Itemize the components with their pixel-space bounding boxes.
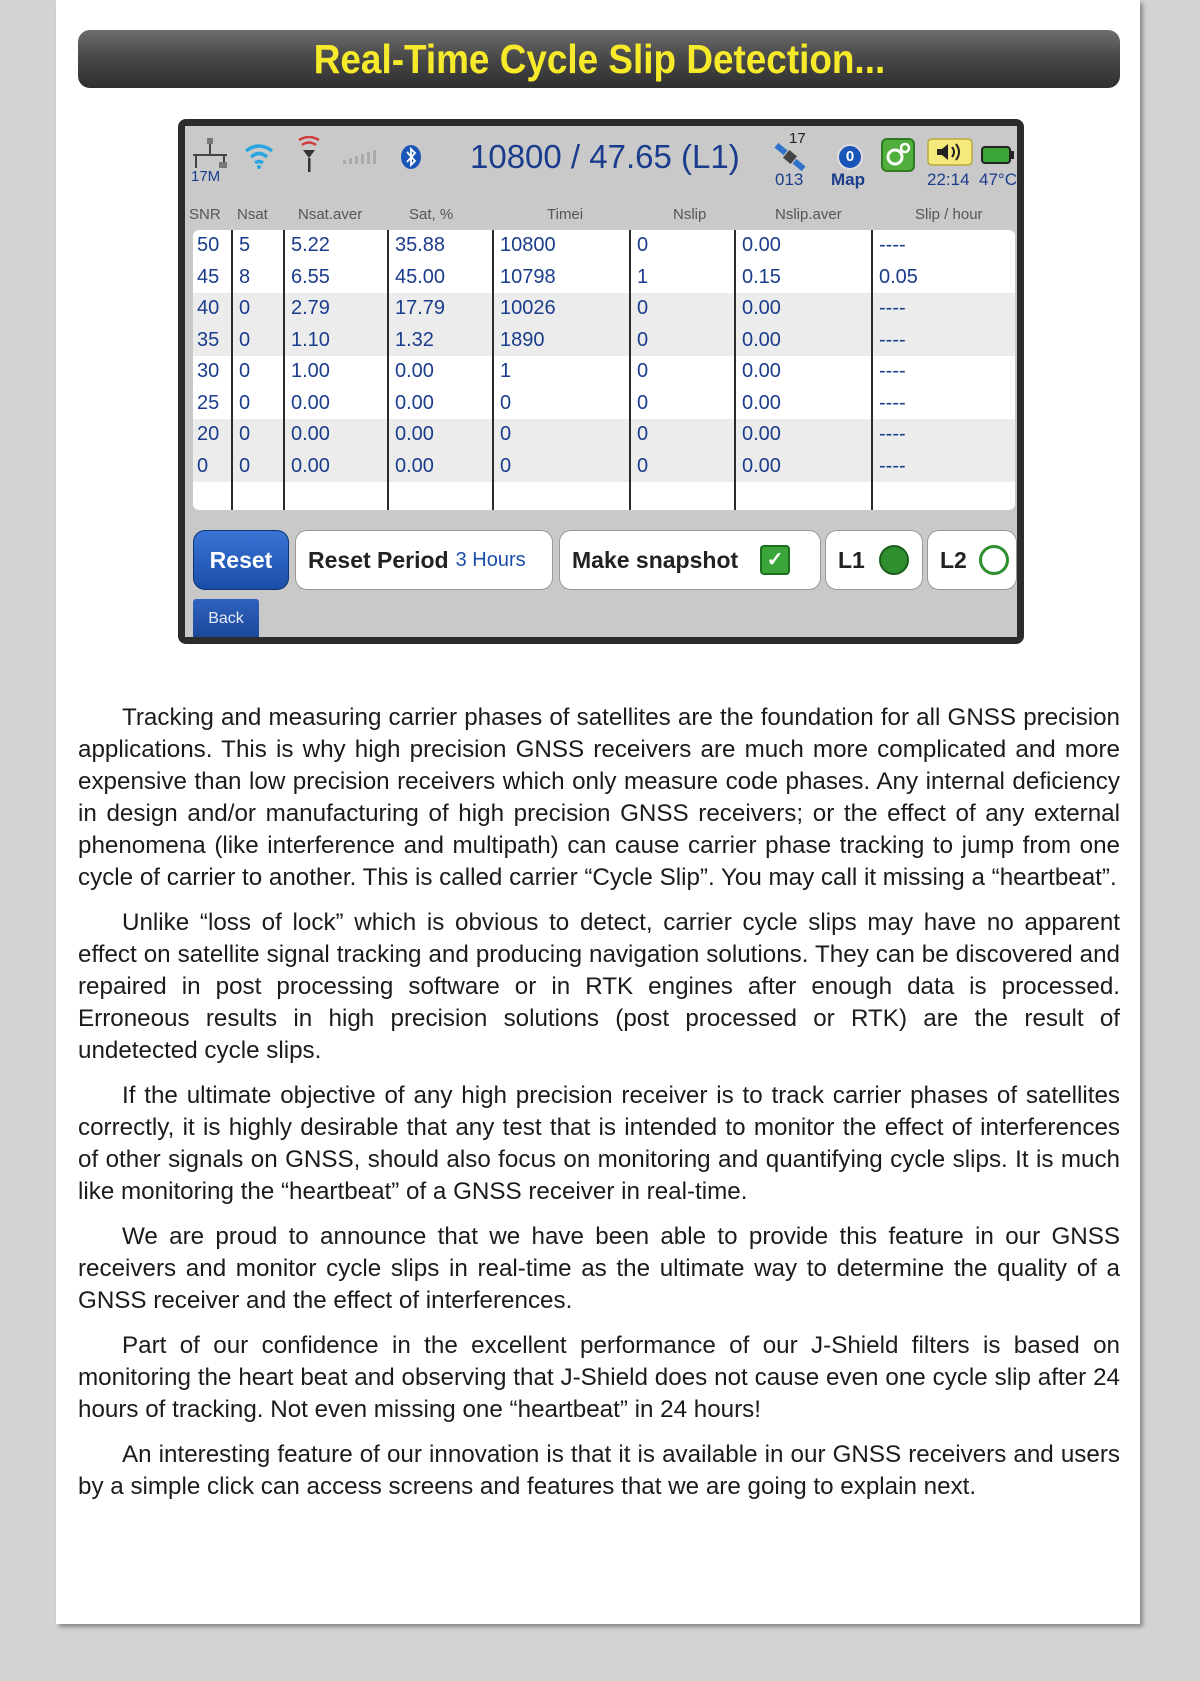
cell-nslip: 0 — [637, 360, 649, 382]
cell-nslip-aver: 0.00 — [742, 297, 781, 319]
cell-snr: 20 — [197, 423, 220, 445]
satellite-count-bottom: 013 — [775, 170, 804, 189]
cell-slip-hour: 0.05 — [879, 265, 918, 288]
cell-nslip-aver: 0.00 — [742, 391, 781, 414]
make-snapshot-label: Make snapshot — [572, 546, 739, 573]
speaker-icon[interactable] — [927, 138, 973, 166]
temperature: 47°C — [979, 170, 1017, 189]
title-banner — [78, 30, 1120, 88]
cell-snr: 35 — [197, 328, 220, 351]
cell-nslip-aver: 0.00 — [742, 423, 781, 445]
headline-readout: 10800 / 47.65 (L1) — [470, 138, 740, 175]
cell-nsat: 0 — [239, 297, 251, 319]
article-paragraph: An interesting feature of our innovation is that it is available in our GNSS receivers and users by a simple click can access screens and features that we are going to explain next. — [78, 1441, 1120, 1500]
l2-label: L2 — [940, 546, 967, 573]
cellular-signal-icon — [343, 150, 377, 164]
l2-radio-off-icon[interactable] — [979, 545, 1009, 575]
cell-nsat-aver: 2.79 — [291, 297, 330, 319]
cell-slip-hour: ---- — [879, 328, 906, 351]
l1-radio-on-icon[interactable] — [879, 545, 909, 575]
cell-sat-percent: 45.00 — [395, 265, 446, 288]
cell-nsat: 0 — [239, 454, 251, 477]
cell-nsat: 0 — [239, 328, 251, 351]
cell-slip-hour: ---- — [879, 423, 906, 445]
cell-snr: 25 — [197, 391, 220, 414]
cycle-slip-table[interactable] — [193, 230, 1015, 510]
cell-timei: 10026 — [500, 297, 556, 319]
cell-snr: 40 — [197, 297, 220, 319]
cell-nslip-aver: 0.00 — [742, 234, 781, 256]
cell-nsat: 0 — [239, 360, 251, 382]
cell-timei: 1890 — [500, 328, 545, 351]
cell-nsat: 8 — [239, 265, 251, 288]
cell-snr: 50 — [197, 234, 220, 256]
radio-antenna-icon[interactable] — [295, 136, 323, 176]
table-row[interactable] — [193, 356, 1015, 388]
cell-nslip: 0 — [637, 454, 649, 477]
cell-sat-percent: 0.00 — [395, 423, 434, 445]
map-badge[interactable]: 0 — [837, 144, 863, 170]
cell-sat-percent: 0.00 — [395, 391, 434, 414]
cell-slip-hour: ---- — [879, 360, 906, 382]
cell-sat-percent: 0.00 — [395, 454, 434, 477]
cell-nslip: 0 — [637, 423, 649, 445]
battery-icon — [981, 146, 1015, 164]
cell-snr: 45 — [197, 265, 220, 288]
cell-sat-percent: 1.32 — [395, 328, 434, 351]
cell-nsat-aver: 5.22 — [291, 234, 330, 256]
article-body — [78, 702, 1120, 1516]
l1-label: L1 — [838, 546, 865, 573]
col-head-nslip-aver: Nslip.aver — [775, 206, 842, 223]
cell-nsat: 0 — [239, 391, 251, 414]
device-screen — [185, 126, 1017, 637]
map-label[interactable]: Map — [831, 170, 865, 189]
satellite-count-top: 17 — [789, 130, 806, 147]
table-row[interactable] — [193, 419, 1015, 451]
col-head-snr: SNR — [189, 206, 221, 223]
cell-timei: 10798 — [500, 265, 556, 288]
cell-nslip-aver: 0.00 — [742, 454, 781, 477]
back-button[interactable]: Back — [193, 599, 259, 637]
cell-nslip: 0 — [637, 328, 649, 351]
cell-nsat-aver: 1.10 — [291, 328, 330, 351]
page-title: Real-Time Cycle Slip Detection... — [313, 35, 885, 82]
cell-nslip-aver: 0.15 — [742, 265, 781, 288]
table-row[interactable] — [193, 325, 1015, 357]
cell-nsat: 5 — [239, 234, 251, 256]
cell-nslip-aver: 0.00 — [742, 328, 781, 351]
cell-nsat-aver: 0.00 — [291, 423, 330, 445]
cell-slip-hour: ---- — [879, 391, 906, 414]
col-head-sat-percent: Sat, % — [409, 206, 454, 223]
column-divider — [492, 230, 494, 510]
cell-sat-percent: 35.88 — [395, 234, 446, 256]
reset-period-label: Reset Period — [308, 546, 449, 573]
document-page — [56, 0, 1140, 1624]
cell-snr: 0 — [197, 454, 209, 477]
cell-timei: 0 — [500, 454, 512, 477]
status-bar — [185, 126, 1017, 196]
col-head-nsat: Nsat — [237, 206, 268, 223]
cell-nsat-aver: 0.00 — [291, 391, 330, 414]
col-head-nslip: Nslip — [673, 206, 707, 223]
cell-slip-hour: ---- — [879, 454, 906, 477]
article-paragraph: We are proud to announce that we have been able to provide this feature in our GNSS receivers and monitor cycle slips in real-time as the ultimate way to determine the quality of a GNSS receiver and the effect of interferences. — [78, 1223, 1120, 1314]
article-paragraph: Tracking and measuring carrier phases of satellites are the foundation for all GNSS precision applications. This is why high precision GNSS receivers are much more complicated and more expensive than low precision receivers which only measure code phases. Any internal deficiency in design and/or manufacturing of high precision GNSS receivers; or the effect of any external phenomena (like interference and multipath) can cause carrier phase tracking to jump from one cycle of carrier to another. This is called carrier “Cycle Slip”. You may call it missing a “heartbeat”. — [78, 704, 1120, 891]
clock-time: 22:14 — [927, 170, 970, 189]
column-divider — [231, 230, 233, 510]
cell-nslip: 0 — [637, 234, 649, 256]
col-head-nsat-aver: Nsat.aver — [298, 206, 363, 223]
checkmark-icon[interactable]: ✓ — [760, 545, 790, 575]
col-head-timei: Timei — [547, 206, 584, 223]
cell-timei: 10800 — [500, 234, 556, 256]
cell-timei: 0 — [500, 391, 512, 414]
cell-nsat-aver: 6.55 — [291, 265, 330, 288]
cell-nsat-aver: 0.00 — [291, 454, 330, 477]
cell-nsat: 0 — [239, 423, 251, 445]
reset-period-button[interactable] — [295, 530, 553, 590]
cell-nslip: 0 — [637, 391, 649, 414]
article-paragraph: Unlike “loss of lock” which is obvious to detect, carrier cycle slips may have no apparent effect on satellite signal tracking and producing navigation solutions. They can be discovered and repaired in post processing software or in RTK engines after enough data is processed. Erroneous results in high precision solutions (post processed or RTK) are the result of undetected cycle slips. — [78, 909, 1120, 1064]
cell-nsat-aver: 1.00 — [291, 360, 330, 382]
antenna-label: 17M — [191, 168, 221, 185]
cell-nslip-aver: 0.00 — [742, 360, 781, 382]
bluetooth-icon[interactable] — [399, 144, 423, 170]
cell-slip-hour: ---- — [879, 297, 906, 319]
cell-slip-hour: ---- — [879, 234, 906, 256]
l2-toggle[interactable] — [927, 530, 1017, 590]
reset-button[interactable]: Reset — [193, 530, 289, 590]
device-screenshot — [178, 119, 1024, 644]
column-divider — [387, 230, 389, 510]
table-row[interactable] — [193, 293, 1015, 325]
cell-sat-percent: 17.79 — [395, 297, 446, 319]
cell-sat-percent: 0.00 — [395, 360, 434, 382]
cell-nslip: 0 — [637, 297, 649, 319]
settings-gear-icon[interactable] — [881, 138, 915, 172]
make-snapshot-button[interactable] — [559, 530, 821, 590]
col-head-slip-hour: Slip / hour — [915, 206, 983, 223]
cell-timei: 1 — [500, 360, 512, 382]
wifi-icon[interactable] — [243, 140, 275, 170]
table-column-headers — [185, 206, 1017, 228]
article-paragraph: Part of our confidence in the excellent performance of our J-Shield filters is based on monitoring the heart beat and observing that J-Shield does not cause even one cycle slip after 24 hours of tracking. Not even missing one “heartbeat” in 24 hours! — [78, 1332, 1120, 1423]
cell-snr: 30 — [197, 360, 220, 382]
cell-nslip: 1 — [637, 265, 649, 288]
cell-timei: 0 — [500, 423, 512, 445]
network-antenna-icon[interactable] — [191, 136, 231, 170]
column-divider — [629, 230, 631, 510]
l1-toggle[interactable] — [825, 530, 923, 590]
column-divider — [734, 230, 736, 510]
table-row[interactable] — [193, 388, 1015, 420]
table-row[interactable] — [193, 451, 1015, 483]
table-row[interactable] — [193, 262, 1015, 294]
table-row[interactable] — [193, 230, 1015, 262]
column-divider — [871, 230, 873, 510]
column-divider — [283, 230, 285, 510]
article-paragraph: If the ultimate objective of any high precision receiver is to track carrier phases of satellites correctly, it is highly desirable that any test that is intended to monitor the effect of interferences of other signals on GNSS, should also focus on monitoring and quantifying cycle slips. It is much like monitoring the “heartbeat” of a GNSS receiver in real-time. — [78, 1082, 1120, 1205]
reset-period-value: 3 Hours — [455, 548, 526, 571]
